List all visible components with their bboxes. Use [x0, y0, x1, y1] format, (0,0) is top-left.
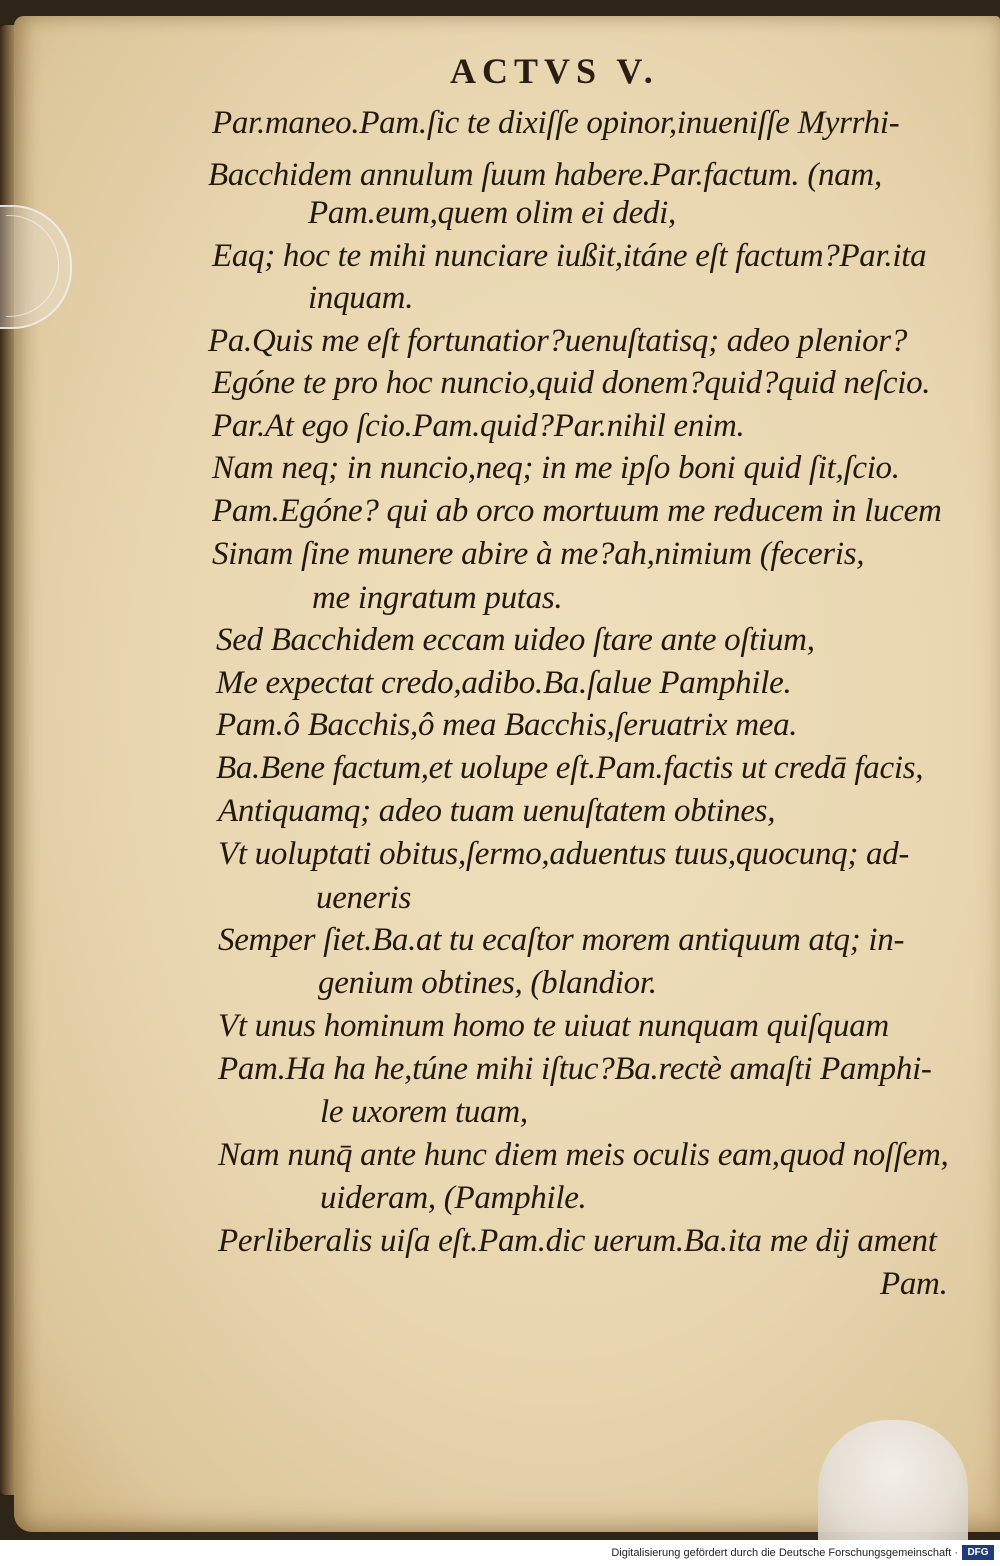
- text-line: genium obtines, (blandior.: [318, 965, 657, 1001]
- footer-bar: [0, 1540, 1000, 1566]
- catchword: Pam.: [880, 1266, 948, 1302]
- text-line: Sinam ſine munere abire à me?ah,nimium (feceris,: [212, 536, 865, 572]
- text-line: Nam nunq̄ ante hunc diem meis oculis eam,quod noſſem,: [218, 1137, 949, 1173]
- text-line: Pam.eum,quem olim ei dedi,: [308, 195, 676, 231]
- text-line: Par.maneo.Pam.ſic te dixiſſe opinor,inueniſſe Myrrhi-: [212, 105, 900, 141]
- text-line: Antiquamq; adeo tuam uenuſtatem obtines,: [218, 793, 776, 829]
- text-line: Nam neq; in nuncio,neq; in me ipſo boni quid ſit,ſcio.: [212, 450, 900, 486]
- text-line: le uxorem tuam,: [320, 1094, 528, 1130]
- text-line: Pam.ô Bacchis,ô mea Bacchis,ſeruatrix mea.: [216, 707, 798, 743]
- text-line: Vt uoluptati obitus,ſermo,aduentus tuus,quocunq; ad-: [218, 836, 910, 872]
- text-line: Egóne te pro hoc nuncio,quid donem?quid?quid neſcio.: [212, 365, 931, 401]
- text-line: Vt unus hominum homo te uiuat nunquam quiſquam: [218, 1008, 889, 1044]
- text-line: Sed Bacchidem eccam uideo ſtare ante oſtium,: [216, 622, 815, 658]
- dfg-logo: DFG: [962, 1545, 994, 1560]
- text-line: Me expectat credo,adibo.Ba.ſalue Pamphile.: [216, 665, 792, 701]
- text-line: Semper ſiet.Ba.at tu ecaſtor morem antiquum atq; in-: [218, 922, 905, 958]
- text-line: Perliberalis uiſa eſt.Pam.dic uerum.Ba.ita me dij ament: [218, 1223, 937, 1259]
- text-line: ueneris: [316, 880, 412, 916]
- text-line: uideram, (Pamphile.: [320, 1180, 587, 1216]
- text-line: Pam.Egóne? qui ab orco mortuum me reducem in lucem: [212, 493, 942, 529]
- text-line: Par.At ego ſcio.Pam.quid?Par.nihil enim.: [212, 408, 745, 444]
- running-header: ACTVS V.: [450, 51, 659, 91]
- text-line: Pam.Ha ha he,túne mihi iſtuc?Ba.rectè amaſti Pamphi-: [218, 1051, 932, 1087]
- text-line: Ba.Bene factum,et uolupe eſt.Pam.factis ut credā facis,: [216, 750, 924, 786]
- text-line: inquam.: [308, 280, 414, 316]
- text-line: me ingratum putas.: [312, 580, 563, 616]
- text-line: Bacchidem annulum ſuum habere.Par.factum. (nam,: [208, 157, 882, 193]
- funding-credit: Digitalisierung gefördert durch die Deutsche Forschungsgemeinschaft ·: [611, 1547, 958, 1559]
- text-line: Pa.Quis me eſt fortunatior?uenuſtatisq; adeo plenior?: [208, 323, 908, 359]
- text-line: Eaq; hoc te mihi nunciare iußit,itáne eſt factum?Par.ita: [212, 238, 927, 274]
